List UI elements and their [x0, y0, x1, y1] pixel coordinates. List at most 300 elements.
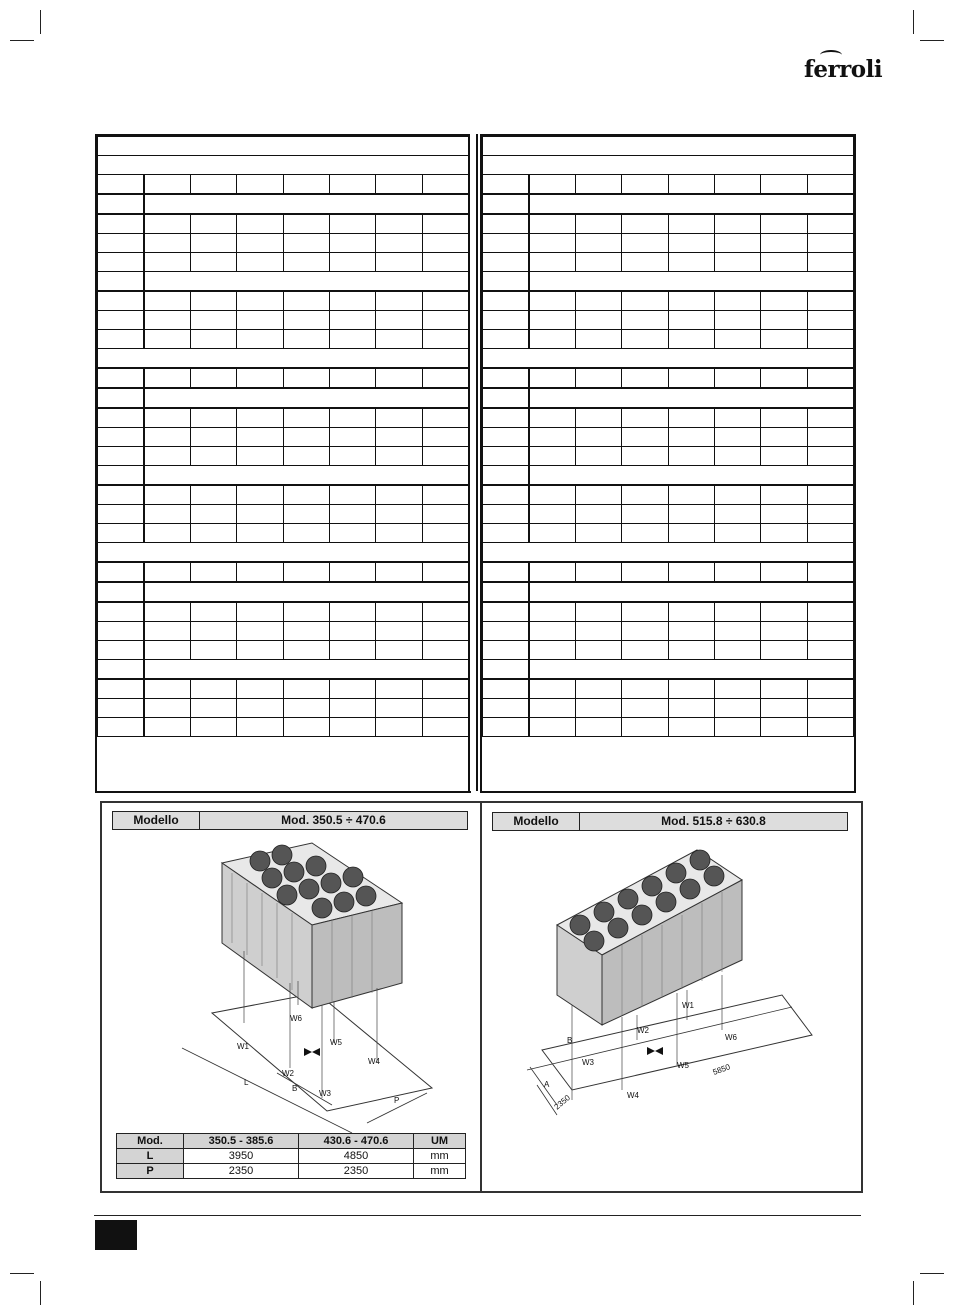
table-cell: [807, 175, 853, 195]
table-divider: [468, 134, 478, 791]
table-cell: [144, 175, 190, 195]
table-cell: [237, 330, 283, 349]
table-cell: [422, 641, 468, 660]
table-cell: [529, 291, 575, 311]
table-cell: [376, 253, 422, 272]
table-cell: [237, 408, 283, 428]
table-cell: [668, 562, 714, 582]
dimensions-header-row: [117, 1134, 466, 1149]
crop-mark: [913, 10, 914, 34]
table-cell: [237, 505, 283, 524]
chiller-unit-icon: [222, 843, 402, 1008]
table-row: [98, 428, 469, 447]
table-cell: [714, 699, 760, 718]
table-cell: [190, 562, 236, 582]
row-label-cell: [483, 622, 529, 641]
table-cell: [668, 368, 714, 388]
table-cell: [144, 660, 469, 680]
row-label-cell: [98, 368, 144, 388]
table-cell: 3950: [184, 1149, 299, 1164]
table-cell: [144, 679, 190, 699]
table-cell: [329, 679, 375, 699]
table-cell: [761, 447, 807, 466]
row-label-cell: [98, 311, 144, 330]
table-cell: [237, 485, 283, 505]
table-cell: [529, 699, 575, 718]
table-cell: [422, 253, 468, 272]
table-cell: [622, 428, 668, 447]
row-label-cell: [483, 660, 529, 680]
crop-mark: [920, 1273, 944, 1274]
row-label-cell: [98, 214, 144, 234]
table-cell: [329, 408, 375, 428]
table-row: [98, 214, 469, 234]
table-row: [98, 660, 469, 680]
table-cell: [283, 699, 329, 718]
table-row: [483, 194, 854, 214]
table-cell: [622, 253, 668, 272]
table-cell: [483, 543, 854, 563]
table-cell: mm: [414, 1164, 466, 1179]
table-cell: [483, 137, 854, 156]
table-cell: [668, 699, 714, 718]
table-cell: [144, 194, 469, 214]
table-row: [483, 505, 854, 524]
table-cell: [529, 214, 575, 234]
table-cell: [529, 524, 575, 543]
table-cell: [329, 699, 375, 718]
table-cell: [190, 330, 236, 349]
table-cell: [529, 679, 575, 699]
crop-mark: [40, 10, 41, 34]
table-cell: [761, 408, 807, 428]
table-cell: [622, 330, 668, 349]
table-row: [98, 718, 469, 737]
table-cell: [144, 641, 190, 660]
table-cell: [283, 602, 329, 622]
row-label-cell: [483, 214, 529, 234]
table-cell: mm: [414, 1149, 466, 1164]
table-cell: [144, 253, 190, 272]
row-label-cell: [483, 291, 529, 311]
table-row: [483, 137, 854, 156]
table-cell: [622, 447, 668, 466]
table-cell: [283, 311, 329, 330]
table-cell: [144, 524, 190, 543]
row-label-cell: [98, 253, 144, 272]
model-header-label: Modello: [493, 813, 580, 830]
table-cell: [329, 485, 375, 505]
row-label-cell: [483, 679, 529, 699]
table-cell: [190, 447, 236, 466]
dim-value-length: 5850: [711, 1062, 732, 1077]
table-cell: [376, 679, 422, 699]
table-cell: [190, 699, 236, 718]
table-cell: [483, 349, 854, 369]
table-cell: [190, 175, 236, 195]
row-label-cell: [98, 234, 144, 253]
dim-letter-a: A: [544, 1080, 550, 1089]
table-cell: [283, 505, 329, 524]
table-cell: [807, 485, 853, 505]
table-cell: [237, 214, 283, 234]
table-row: [98, 175, 469, 195]
table-cell: [329, 234, 375, 253]
row-label-cell: [483, 641, 529, 660]
col-header-range-1: 350.5 - 385.6: [184, 1134, 299, 1149]
table-cell: [668, 485, 714, 505]
diagram-panel-right: [480, 801, 863, 1193]
table-cell: [714, 330, 760, 349]
table-cell: [761, 562, 807, 582]
table-cell: [376, 428, 422, 447]
table-cell: [529, 622, 575, 641]
table-cell: [329, 428, 375, 447]
row-label-cell: [483, 699, 529, 718]
row-label-cell: [98, 602, 144, 622]
table-row: [483, 368, 854, 388]
table-cell: [283, 291, 329, 311]
table-cell: [376, 602, 422, 622]
table-cell: [575, 214, 621, 234]
weight-label-w6: W6: [725, 1033, 737, 1042]
row-label-cell: [483, 234, 529, 253]
table-cell: [529, 582, 854, 602]
table-row: [483, 428, 854, 447]
table-cell: [575, 485, 621, 505]
table-cell: [283, 485, 329, 505]
table-cell: [807, 505, 853, 524]
col-header-mod: Mod.: [117, 1134, 184, 1149]
table-cell: [283, 428, 329, 447]
table-cell: [714, 291, 760, 311]
table-cell: [668, 428, 714, 447]
row-label-cell: [483, 524, 529, 543]
table-cell: [668, 175, 714, 195]
table-cell: [622, 505, 668, 524]
table-row: [98, 602, 469, 622]
table-cell: [144, 602, 190, 622]
table-cell: [237, 622, 283, 641]
table-row: [98, 137, 469, 156]
table-cell: [237, 679, 283, 699]
table-cell: [807, 368, 853, 388]
table-cell: [761, 330, 807, 349]
table-cell: [807, 253, 853, 272]
table-cell: [144, 505, 190, 524]
table-cell: [329, 291, 375, 311]
table-cell: [622, 562, 668, 582]
col-header-range-2: 430.6 - 470.6: [299, 1134, 414, 1149]
table-cell: [807, 524, 853, 543]
table-cell: [237, 699, 283, 718]
row-label-cell: [483, 175, 529, 195]
table-row: [483, 330, 854, 349]
table-cell: [761, 699, 807, 718]
table-cell: [190, 641, 236, 660]
weight-label-w1: W1: [682, 1001, 694, 1010]
table-cell: [668, 641, 714, 660]
model-header-value: Mod. 515.8 ÷ 630.8: [661, 814, 766, 828]
table-cell: [376, 622, 422, 641]
weight-label-w3: W3: [319, 1089, 331, 1098]
table-cell: [668, 622, 714, 641]
table-cell: [761, 641, 807, 660]
table-cell: [329, 718, 375, 737]
table-cell: [668, 253, 714, 272]
table-cell: [98, 156, 469, 175]
table-row: [483, 175, 854, 195]
table-cell: [144, 368, 190, 388]
table-cell: [668, 679, 714, 699]
table-cell: [283, 718, 329, 737]
table-cell: [190, 291, 236, 311]
dimensions-table: [116, 1133, 466, 1179]
table-cell: [714, 562, 760, 582]
table-row: [483, 660, 854, 680]
table-cell: [422, 368, 468, 388]
row-label-cell: [98, 466, 144, 486]
row-label-cell: [98, 388, 144, 408]
table-cell: [422, 408, 468, 428]
table-cell: [575, 175, 621, 195]
table-cell: [761, 602, 807, 622]
table-cell: [575, 641, 621, 660]
table-cell: [237, 524, 283, 543]
weight-label-w1: W1: [237, 1042, 249, 1051]
table-cell: [807, 679, 853, 699]
table-cell: [422, 718, 468, 737]
table-cell: [144, 485, 190, 505]
table-cell: [190, 311, 236, 330]
table-cell: [668, 291, 714, 311]
table-cell: [422, 699, 468, 718]
table-cell: [329, 602, 375, 622]
table-row: [483, 602, 854, 622]
table-cell: [144, 408, 190, 428]
table-cell: [807, 428, 853, 447]
chiller-diagram-left: [102, 833, 480, 1163]
table-cell: [376, 485, 422, 505]
table-cell: [807, 291, 853, 311]
page-number-tab: [95, 1220, 137, 1250]
center-of-gravity-icon: [304, 1048, 320, 1056]
crop-mark: [40, 1281, 41, 1305]
table-cell: [575, 447, 621, 466]
table-cell: [283, 562, 329, 582]
table-cell: [714, 428, 760, 447]
table-cell: [761, 505, 807, 524]
table-cell: [622, 699, 668, 718]
dim-letter-b: B: [292, 1084, 298, 1093]
table-cell: [622, 291, 668, 311]
table-cell: [422, 679, 468, 699]
table-cell: [329, 330, 375, 349]
table-row: [98, 699, 469, 718]
table-cell: [190, 622, 236, 641]
table-row: [98, 447, 469, 466]
table-row: [483, 234, 854, 253]
table-cell: [575, 718, 621, 737]
table-cell: [144, 447, 190, 466]
table-cell: [190, 718, 236, 737]
table-cell: [529, 234, 575, 253]
table-cell: [376, 330, 422, 349]
table-cell: [237, 602, 283, 622]
table-cell: [668, 311, 714, 330]
table-row: [98, 466, 469, 486]
table-row: [98, 311, 469, 330]
row-label-cell: [483, 330, 529, 349]
table-row: [483, 408, 854, 428]
table-cell: [483, 156, 854, 175]
table-cell: [376, 505, 422, 524]
table-cell: [144, 718, 190, 737]
table-row: [483, 291, 854, 311]
row-label-cell: [98, 485, 144, 505]
dim-letter-b: B: [567, 1036, 573, 1045]
crop-mark: [10, 40, 34, 41]
table-cell: [761, 679, 807, 699]
table-cell: [575, 291, 621, 311]
table-row: [483, 562, 854, 582]
table-cell: [98, 137, 469, 156]
table-cell: [575, 699, 621, 718]
table-cell: [807, 641, 853, 660]
dim-letter-p: P: [394, 1096, 400, 1105]
table-cell: [714, 718, 760, 737]
table-cell: [761, 234, 807, 253]
table-row: [98, 505, 469, 524]
table-cell: [190, 485, 236, 505]
row-label-cell: [483, 562, 529, 582]
table-cell: [668, 524, 714, 543]
table-cell: [422, 447, 468, 466]
row-label: P: [117, 1164, 184, 1179]
table-cell: [376, 311, 422, 330]
table-cell: [761, 253, 807, 272]
table-cell: [190, 602, 236, 622]
row-label-cell: [98, 447, 144, 466]
table-cell: [529, 562, 575, 582]
table-cell: [714, 524, 760, 543]
weight-label-w4: W4: [627, 1091, 639, 1100]
row-label-cell: [98, 408, 144, 428]
table-cell: [422, 622, 468, 641]
table-row: [98, 524, 469, 543]
table-row: [98, 253, 469, 272]
table-cell: [529, 253, 575, 272]
table-cell: [622, 718, 668, 737]
table-row: [483, 272, 854, 292]
table-cell: [190, 408, 236, 428]
table-cell: [237, 175, 283, 195]
table-row: [98, 368, 469, 388]
table-cell: [714, 622, 760, 641]
table-cell: [714, 175, 760, 195]
row-label-cell: [98, 194, 144, 214]
table-cell: [376, 368, 422, 388]
table-cell: [329, 505, 375, 524]
table-cell: [575, 602, 621, 622]
table-cell: [237, 311, 283, 330]
table-cell: [237, 562, 283, 582]
table-cell: [575, 311, 621, 330]
table-cell: [237, 428, 283, 447]
table-cell: [622, 368, 668, 388]
table-row: [98, 330, 469, 349]
table-cell: [622, 524, 668, 543]
row-label-cell: [98, 562, 144, 582]
table-cell: [529, 272, 854, 292]
spec-table-right: [480, 134, 856, 793]
row-label-cell: [483, 368, 529, 388]
table-cell: [376, 699, 422, 718]
model-header-bar: [492, 812, 848, 831]
table-cell: [376, 234, 422, 253]
table-cell: [714, 311, 760, 330]
table-cell: [190, 679, 236, 699]
model-header-bar: [112, 811, 468, 830]
dim-value-depth: 2350: [552, 1093, 572, 1112]
table-cell: [529, 718, 575, 737]
table-cell: [144, 428, 190, 447]
table-cell: [144, 622, 190, 641]
table-cell: [190, 234, 236, 253]
table-cell: [575, 368, 621, 388]
table-cell: [668, 718, 714, 737]
row-label-cell: [98, 641, 144, 660]
table-cell: [622, 622, 668, 641]
table-row: [483, 214, 854, 234]
table-cell: [529, 388, 854, 408]
row-label-cell: [98, 291, 144, 311]
table-cell: [761, 214, 807, 234]
table-cell: [761, 485, 807, 505]
row-label-cell: [483, 602, 529, 622]
table-cell: [144, 234, 190, 253]
row-label-cell: [483, 253, 529, 272]
col-header-um: UM: [414, 1134, 466, 1149]
table-cell: [376, 447, 422, 466]
table-cell: [714, 679, 760, 699]
row-label-cell: [483, 388, 529, 408]
table-cell: [529, 641, 575, 660]
table-cell: [807, 602, 853, 622]
row-label-cell: [483, 718, 529, 737]
table-cell: [761, 311, 807, 330]
table-cell: [761, 524, 807, 543]
table-cell: [714, 408, 760, 428]
chiller-diagram-right: [482, 835, 861, 1175]
table-cell: [190, 214, 236, 234]
table-row: [483, 349, 854, 369]
table-row: [98, 194, 469, 214]
table-cell: [422, 428, 468, 447]
table-row: [98, 485, 469, 505]
table-cell: 2350: [299, 1164, 414, 1179]
table-cell: [807, 330, 853, 349]
row-label-cell: [98, 175, 144, 195]
table-cell: [575, 505, 621, 524]
table-cell: [283, 330, 329, 349]
table-cell: [376, 718, 422, 737]
table-cell: [422, 524, 468, 543]
table-row: [483, 699, 854, 718]
table-cell: [622, 175, 668, 195]
table-cell: [807, 718, 853, 737]
table-cell: [714, 368, 760, 388]
